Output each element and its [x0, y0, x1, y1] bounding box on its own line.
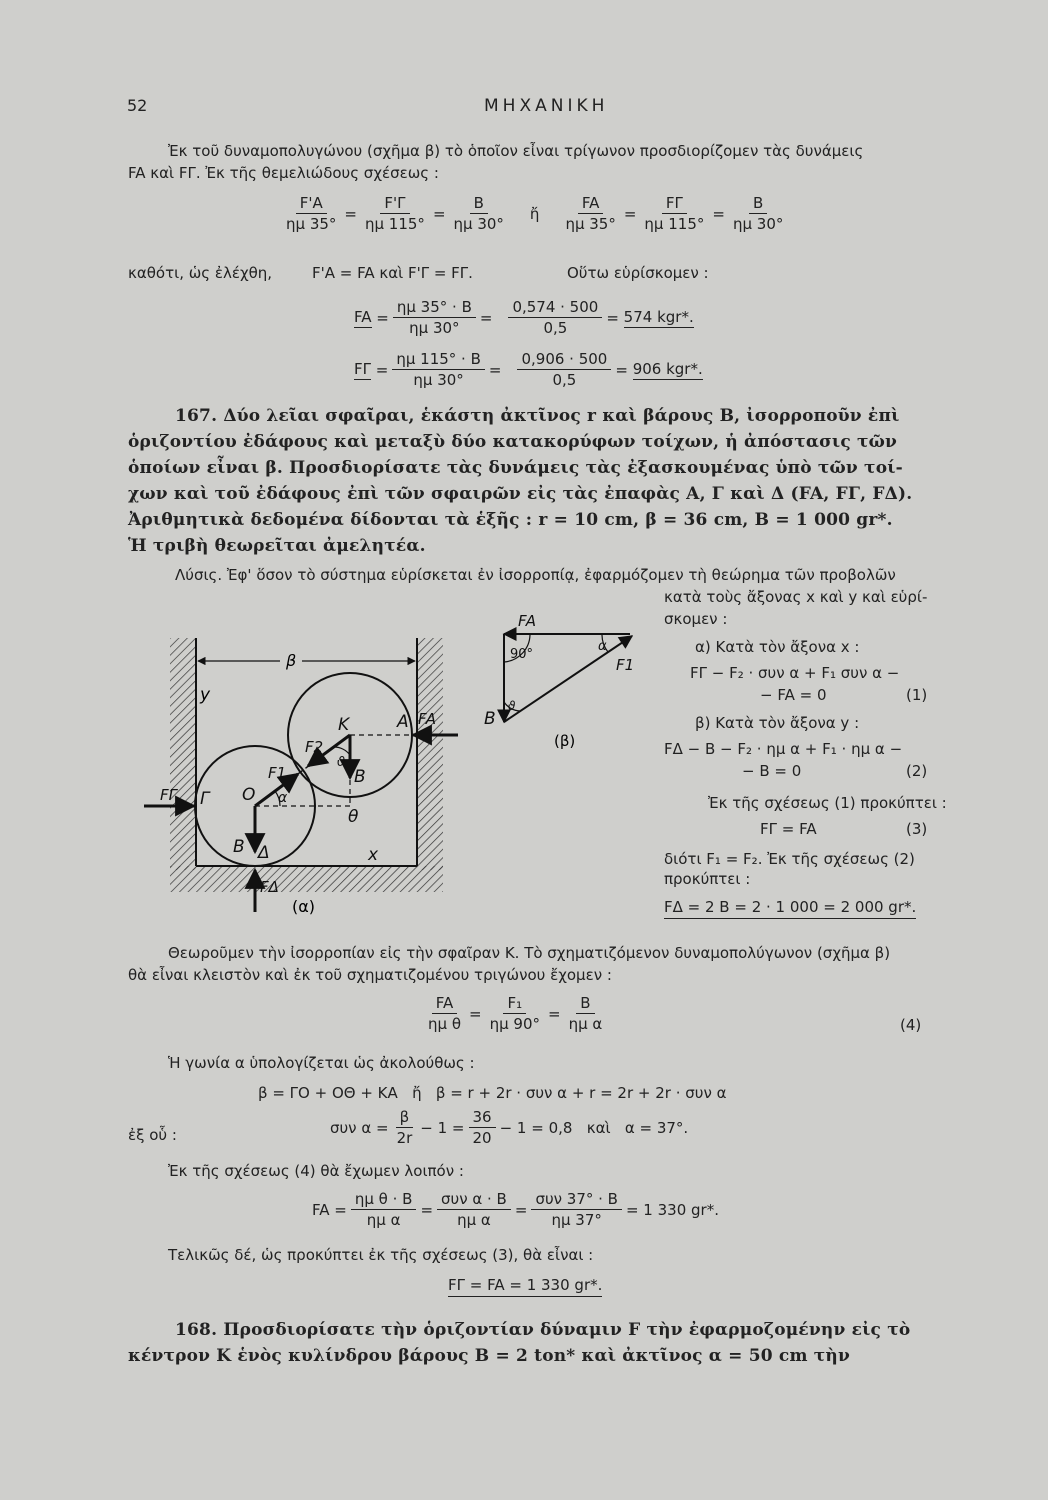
right-wall-hatch [417, 638, 443, 870]
a-label: A [397, 712, 409, 732]
cos-lhs: συν α = [330, 1118, 389, 1137]
eq1-den-1: ημ 35° [286, 215, 337, 233]
problem-167-line-4: χων καὶ τοῦ ἐδάφους ἐπὶ τῶν σφαιρῶν εἰς τὰς ἐπαφὰς Α, Γ καὶ Δ (FA, FΓ, FΔ). [128, 484, 913, 504]
left-wall-hatch [170, 638, 196, 870]
intro-line-2: FA καὶ FΓ. Ἐκ τῆς θεμελιώδους σχέσεως : [128, 164, 439, 182]
eq4-num-1: FA [432, 994, 458, 1014]
fg-calc-den-1: ημ 30° [413, 371, 464, 389]
fg-calc-num-1: ημ 115° · Β [392, 350, 485, 370]
solution-line-3: σκομεν : [664, 610, 728, 628]
eq1-den-5: ημ 115° [644, 215, 705, 233]
eq1-den-2: ημ 115° [364, 215, 425, 233]
page-title: ΜΗΧΑΝΙΚΗ [484, 96, 609, 116]
cos-rest: − 1 = 0,8 καὶ α = 37°. [499, 1118, 689, 1137]
eq4-den-1: ημ θ [428, 1015, 461, 1033]
caption-alpha: (α) [292, 897, 316, 916]
equation-3: FΓ = FA [760, 820, 817, 838]
whence-label: ἐξ οὗ : [128, 1126, 177, 1144]
fa-final-den-2: ημ α [457, 1211, 491, 1229]
problem-168-line-2: κέντρον Κ ἑνὸς κυλίνδρου βάρους Β = 2 ton* καὶ ἀκτῖνος α = 50 cm τὴν [128, 1346, 850, 1366]
f2-label: F2 [305, 738, 324, 756]
problem-167-line-2: ὁριζοντίου ἐδάφους καὶ μεταξὺ δύο κατακορύφων τοίχων, ἡ ἀπόστασις τῶν [128, 432, 898, 452]
x-axis-label: x [368, 845, 379, 865]
finally-line: Τελικῶς δέ, ὡς προκύπτει ἐκ τῆς σχέσεως (3), θὰ εἶναι : [168, 1246, 594, 1264]
fa-calc-num-2: 0,574 · 500 [508, 298, 602, 318]
axis-x-eq-num: (1) [906, 686, 928, 704]
eq1-num-2: F'Γ [380, 194, 409, 214]
eq4-num-3: Β [576, 994, 594, 1014]
solution-line-1: Λύσις. Ἐφ' ὅσον τὸ σύστημα εὑρίσκεται ἐν ἰσορροπίᾳ, ἐφαρμόζομεν τὴ θεώρημα τῶν προβολῶν [175, 566, 896, 584]
theta-small-label: ϑ [337, 755, 346, 770]
fd-result: FΔ = 2 Β = 2 · 1 000 = 2 000 gr*. [664, 896, 916, 919]
beta-equation: β = ΓΟ + ΟΘ + ΚΑ ἤ β = r + 2r · συν α + r = 2r + 2r · συν α [258, 1084, 727, 1102]
eq1-num-1: F'A [296, 194, 327, 214]
fa-calculation: FA = $\frac{\eta\mu 35^\circ \cdot B}{\eta\mu 30^\circ}$ = $\frac{0,574 \cdot 500}{0,5}$ = 574 kgr*. [354, 298, 694, 337]
fa-calc-den-2: 0,5 [543, 319, 568, 337]
fa-final-num-3: συν 37° · Β [531, 1190, 622, 1210]
fa-calc-result: 574 kgr*. [623, 307, 694, 326]
problem-168-line-1: 168. Προσδιορίσατε τὴν ὁριζοντίαν δύναμιν F τὴν ἐφαρμοζομένην εἰς τὸ [175, 1320, 911, 1340]
axis-y-eq-num: (2) [906, 762, 928, 780]
because-line: διότι F₁ = F₂. Ἐκ τῆς σχέσεως (2) [664, 850, 915, 868]
gamma-label: Γ [200, 789, 210, 809]
fg-calculation: FΓ = $\frac{\eta\mu 115^\circ \cdot B}{\eta\mu 30^\circ}$ = $\frac{0,906 \cdot 500}{0,5}$ = 906 kgr*. [354, 350, 703, 389]
equation-4-num: (4) [900, 1016, 922, 1034]
eq4-den-2: ημ 90° [489, 1015, 540, 1033]
cos-den-1: 2r [396, 1129, 413, 1147]
fa-final-lhs: FA = [312, 1200, 347, 1219]
axis-y-heading: β) Κατὰ τὸν ἄξονα y : [695, 714, 860, 732]
fa-calc-den-1: ημ 30° [409, 319, 460, 337]
eq1-or: ἤ [529, 204, 540, 223]
fa-final-num-1: ημ θ · Β [351, 1190, 417, 1210]
figure-alpha [140, 600, 460, 920]
eq1-num-4: FA [578, 194, 604, 214]
eq1-num-6: Β [749, 194, 767, 214]
delta-label: Δ [258, 843, 270, 863]
f1-label: F1 [268, 764, 287, 782]
axis-x-eq-1: FΓ − F₂ · συν α + F₁ συν α − [690, 664, 900, 682]
axis-y-eq-1: FΔ − Β − F₂ · ημ α + F₁ · ημ α − [664, 740, 903, 758]
solution-line-2: κατὰ τοὺς ἄξονας x καὶ y καὶ εὑρί- [664, 588, 928, 606]
eq4-num-2: F₁ [503, 994, 526, 1014]
angle-line: Ἡ γωνία α ὑπολογίζεται ὡς ἀκολούθως : [168, 1054, 475, 1072]
fa-final-den-3: ημ 37° [551, 1211, 602, 1229]
beta-label: β [286, 651, 297, 670]
theta-arc [334, 747, 350, 755]
alpha-label: α [278, 790, 288, 806]
tri-theta-label: ϑ [508, 699, 516, 713]
tri-f1-label: F1 [616, 656, 635, 674]
problem-167-line-1: 167. Δύο λεῖαι σφαῖραι, ἑκάστη ἀκτῖνος r καὶ βάρους Β, ἰσορροποῦν ἐπὶ [175, 406, 900, 426]
theta-label: θ [348, 807, 359, 827]
fg-calc-den-2: 0,5 [552, 371, 577, 389]
tri-alpha-label: α [598, 639, 607, 654]
cos-den-2: 20 [472, 1129, 492, 1147]
problem-167-line-6: Ἡ τριβὴ θεωρεῖται ἀμελητέα. [128, 536, 426, 556]
fd-label: FΔ [260, 878, 279, 896]
tri-b-label: B [484, 709, 496, 729]
floor-hatch [170, 866, 443, 892]
from-relation-1: Ἐκ τῆς σχέσεως (1) προκύπτει : [708, 794, 947, 812]
cos-num-2: 36 [469, 1108, 496, 1128]
equation-1: $\frac{F'A}{\eta\mu 35^\circ}$ = $\frac{F'\Gamma}{\eta\mu 115^\circ}$ = $\frac{B}{\eta\mu 30^\circ}$ ἤ $\frac{FA}{\eta\mu 35^\circ}$ = $\frac{F\Gamma}{\eta\mu 115^\circ}$ = $\frac{B}{\eta\mu 30^\circ}$ [278, 194, 791, 233]
tri-90-label: 90° [510, 647, 534, 662]
eq1-den-6: ημ 30° [732, 215, 784, 233]
axis-y-eq-2: − Β = 0 [742, 762, 802, 780]
o-label: O [242, 785, 256, 805]
page-number: 52 [127, 96, 148, 115]
after-line-2: θὰ εἶναι κλειστὸν καὶ ἐκ τοῦ σχηματιζομένου τριγώνου ἔχομεν : [128, 966, 612, 984]
fa-calc-num-1: ημ 35° · Β [393, 298, 476, 318]
fa-final-result: = 1 330 gr*. [625, 1200, 719, 1219]
problem-167-line-5: Ἀριθμητικὰ δεδομένα δίδονται τὰ ἑξῆς : r = 10 cm, β = 36 cm, Β = 1 000 gr*. [128, 510, 893, 530]
eq4-den-3: ημ α [568, 1015, 603, 1033]
cos-num-1: β [396, 1108, 414, 1128]
fa-label: FA [418, 710, 437, 728]
figure-beta [480, 604, 650, 754]
fa-final-den-1: ημ α [366, 1211, 401, 1229]
caption-beta: (β) [554, 732, 576, 750]
b-upper-label: B [354, 767, 366, 787]
eq1-den-4: ημ 35° [565, 215, 616, 233]
fg-calc-lhs: FΓ [354, 359, 371, 378]
equation-3-num: (3) [906, 820, 928, 838]
eq1-den-3: ημ 30° [453, 215, 504, 233]
fg-calc-result: 906 kgr*. [632, 359, 703, 378]
after-line-1: Θεωροῦμεν τὴν ἰσορροπίαν εἰς τὴν σφαῖραν Κ. Τὸ σχηματιζόμενον δυναμοπολύγωνον (σχῆμα β) [168, 944, 891, 962]
intro-line-1: Ἐκ τοῦ δυναμοπολυγώνου (σχῆμα β) τὸ ὁποῖον εἶναι τρίγωνον προσδιορίζομεν τὰς δυνάμεις [168, 142, 864, 160]
fa-calc-lhs: FA [354, 307, 372, 326]
since-line-2: F'A = FA καὶ F'Γ = FΓ. [312, 264, 473, 282]
final-result: FΓ = FA = 1 330 gr*. [448, 1274, 602, 1297]
y-axis-label: y [200, 685, 211, 705]
fg-calc-num-2: 0,906 · 500 [517, 350, 611, 370]
fg-label: FΓ [160, 786, 177, 804]
since-line-1: καθότι, ὡς ἐλέχθη, [128, 264, 273, 282]
fa-final-equation: FA = $\frac{\text{ημ θ · Β}}{\text{ημ α}}$ = $\frac{\text{συν α · Β}}{\text{ημ α}}$ = $\frac{\text{συν 37° · Β}}{\eta\mu 37^\circ}$ = 1 330 gr*. [312, 1190, 719, 1229]
axis-x-heading: α) Κατὰ τὸν ἄξονα x : [695, 638, 860, 656]
eq1-num-5: FΓ [662, 194, 687, 214]
from-relation-4: Ἐκ τῆς σχέσεως (4) θὰ ἔχωμεν λοιπόν : [168, 1162, 464, 1180]
cos-equation [330, 1108, 688, 1147]
since-line-3: Οὕτω εὑρίσκομεν : [567, 264, 709, 282]
eq1-num-3: Β [470, 194, 488, 214]
b-lower-label: B [233, 837, 245, 857]
tri-fa-label: FA [518, 612, 537, 630]
problem-167-line-3: ὁποίων εἶναι β. Προσδιορίσατε τὰς δυνάμεις τὰς ἐξασκουμένας ὑπὸ τῶν τοί- [128, 458, 903, 478]
equation-4: $\frac{FA}{\text{ημ θ}}$ = $\frac{\text{F₁}}{\eta\mu 90^\circ}$ = $\frac{B}{\text{ημ α}}$ [420, 994, 610, 1033]
fa-final-num-2: συν α · Β [437, 1190, 511, 1210]
axis-x-eq-2: − FA = 0 [760, 686, 827, 704]
results-line: προκύπτει : [664, 870, 751, 888]
cos-middle: − 1 = [420, 1118, 465, 1137]
k-label: K [338, 715, 350, 735]
